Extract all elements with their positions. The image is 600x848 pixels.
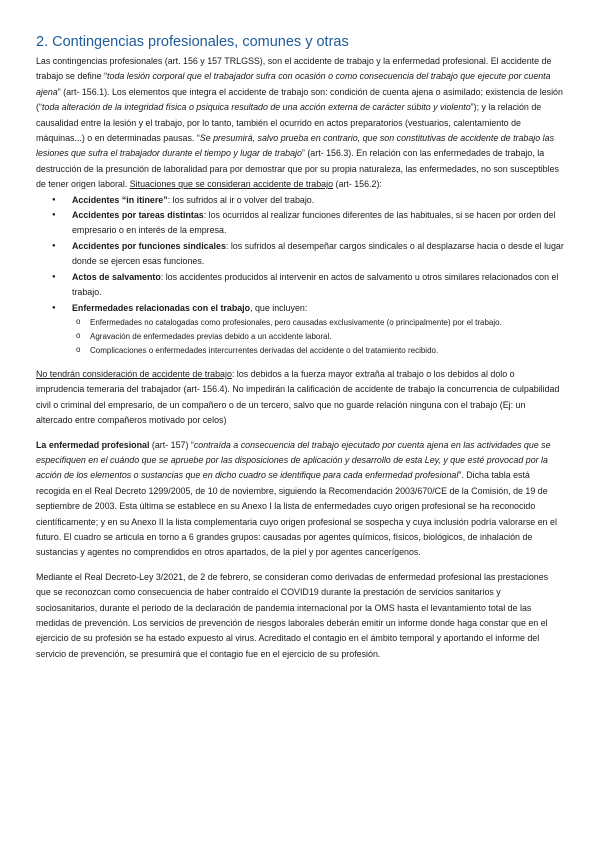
item-text: : los sufridos al desempeñar cargos sindicales o al desplazarse hacia o desde el lugar donde se ejercen esas funciones. — [72, 240, 564, 267]
text-run: ” (art- 156.3). En relación con las enfermedades de trabajo, la destrucción de la presunción de laboralidad para por demostrar que por su propia naturaleza, las enfermedades, no son susceptibles de tener origen laboral. — [36, 148, 559, 190]
item-text: : los accidentes producidos al intervenir en actos de salvamento u otros similares relacionados con el trabajo. — [72, 271, 559, 298]
text-run: ”); y la relación de causalidad entre la lesión y el trabajo, por lo tanto, también el ocurrido en actos preparatorios (vestuarios, calentamiento de máquinas...) o en determinadas pausas. “ — [36, 102, 542, 144]
sub-list-item: o Agravación de enfermedades previas debido a un accidente laboral. — [90, 330, 564, 344]
text-run: : los debidos a la fuerza mayor extraña al trabajo o los debidos al dolo o imprudencia temeraria del trabajador (art- 156.4). No impedirán la calificación de accidente de trabajo la concurrencia de culpabilidad civil o criminal del empresario, de un compañero o de un tercero, salvo que no guarde relación ninguna con el trabajo (Ej: un altercado entre compañeros motivado por celos) — [36, 368, 560, 426]
quote-enfermedad: contraída a consecuencia del trabajo ejecutado por cuenta ajena en las actividades que se especifiquen en el cuándo que se apruebe por las disposiciones de aplicación y desarrollo de esta Ley, y que esté provocad por la acción de los elementos o sustancias que en dicho cuadro se identifique para cada enfermedad profesional — [36, 439, 551, 481]
document-page — [36, 34, 564, 662]
quote-lesion: toda alteración de la integridad física o psiquica resultado de una acción externa de carácter súbito y violento — [41, 102, 471, 113]
item-term: Actos de salvamento — [72, 271, 161, 282]
sub-list — [72, 316, 564, 358]
accident-situations-list — [36, 193, 564, 358]
sub-list-item: o Enfermedades no catalogadas como profesionales, pero causadas exclusivamente (o principalmente) por el trabajo. — [90, 316, 564, 330]
list-item — [72, 208, 564, 239]
quote-definition: toda lesión corporal que el trabajador sufra con ocasión o como consecuencia del trabajo que ejecute por cuenta ajena — [36, 71, 551, 97]
list-item — [72, 239, 564, 270]
text-run: Las contingencias profesionales (art. 156 y 157 TRLGSS), son el accidente de trabajo y la enfermedad profesional. El accidente de trabajo se define “ — [36, 56, 552, 82]
section-heading: 2. Contingencias profesionales, comunes y otras — [36, 34, 349, 50]
paragraph-no-accidente — [36, 367, 564, 429]
text-run: ” (art- 156.1). Los elementos que integra el accidente de trabajo son: condición de cuenta ajena o asimilado; existencia de lesión (“ — [36, 86, 563, 113]
text-run: (art- 156.2): — [333, 179, 382, 190]
paragraph-covid: Mediante el Real Decreto-Ley 3/2021, de 2 de febrero, se consideran como derivadas de enfermedad profesional las prestaciones que se reconozcan como consecuencia de haber contraído el COVID19 durante la prestación de servicios sanitarios y sociosanitarios, durante el periodo de la declaración de pandemia internacional por la OMS hasta el levantamiento total de las medidas de prevención. Los servicios de prevención de riesgos laborales deberán emitir un informe donde haga constar que en el ejercicio de su profesión se ha estado expuesto al virus. Acreditado el contagio en el ámbito temporal y aportando el informe del servicio de prevención, se presumirá que el contagio fue en el ejercicio de su profesión. — [36, 571, 549, 659]
sub-list-item: o Complicaciones o enfermedades intercurrentes derivadas del accidente o del tratamiento recibido. — [90, 344, 564, 358]
underlined-term: Situaciones que se consideran accidente de trabajo — [129, 179, 334, 190]
item-term: Enfermedades relacionadas con el trabajo — [72, 302, 251, 313]
bold-term: La enfermedad profesional — [36, 439, 150, 450]
item-text: , que incluyen: — [250, 302, 308, 313]
quote-presuncion: Se presumirá, salvo prueba en contrario, que son constitutivas de accidente de trabajo las lesiones que sufra el trabajador durante el tiempo y lugar de trabajo — [36, 133, 555, 159]
list-item — [72, 270, 564, 301]
paragraph-contingencias — [36, 54, 564, 193]
paragraph-enfermedad-profesional — [36, 438, 564, 561]
text-run: (art- 157) “ — [149, 439, 194, 450]
list-item — [72, 301, 564, 358]
text-run: ”. Dicha tabla está recogida en el Real Decreto 1299/2005, de 10 de noviembre, siguiendo la Recomendación 2003/670/CE de la Comisión, de 19 de septiembre de 2003. Esta última se establece en su Anexo I la lista de enfermedades cuyo origen profesional se ha reconocido científicamente; y en su Anexo II la lista complementaria cuyo origen profesional se sospecha y cuya inclusión podría valorarse en el futuro. El cuadro se articula en torno a 6 grandes grupos: causadas por agentes químicos, físicos, biológicos, de inhalación de sustancias y agentes no comprendidos en otros apartados, de la piel y por agentes cancerígenos. — [36, 470, 557, 558]
item-text: : los ocurridos al realizar funciones diferentes de las habituales, si se hacen por orden del empresario o en interés de la empresa. — [72, 210, 556, 236]
item-term: Accidentes “in itinere” — [72, 194, 168, 205]
list-item — [72, 193, 564, 208]
item-term: Accidentes por tareas distintas — [72, 210, 204, 221]
item-text: : los sufridos al ir o volver del trabajo. — [167, 194, 315, 205]
underlined-term: No tendrán consideración de accidente de trabajo — [36, 368, 232, 379]
item-term: Accidentes por funciones sindicales — [72, 240, 226, 251]
